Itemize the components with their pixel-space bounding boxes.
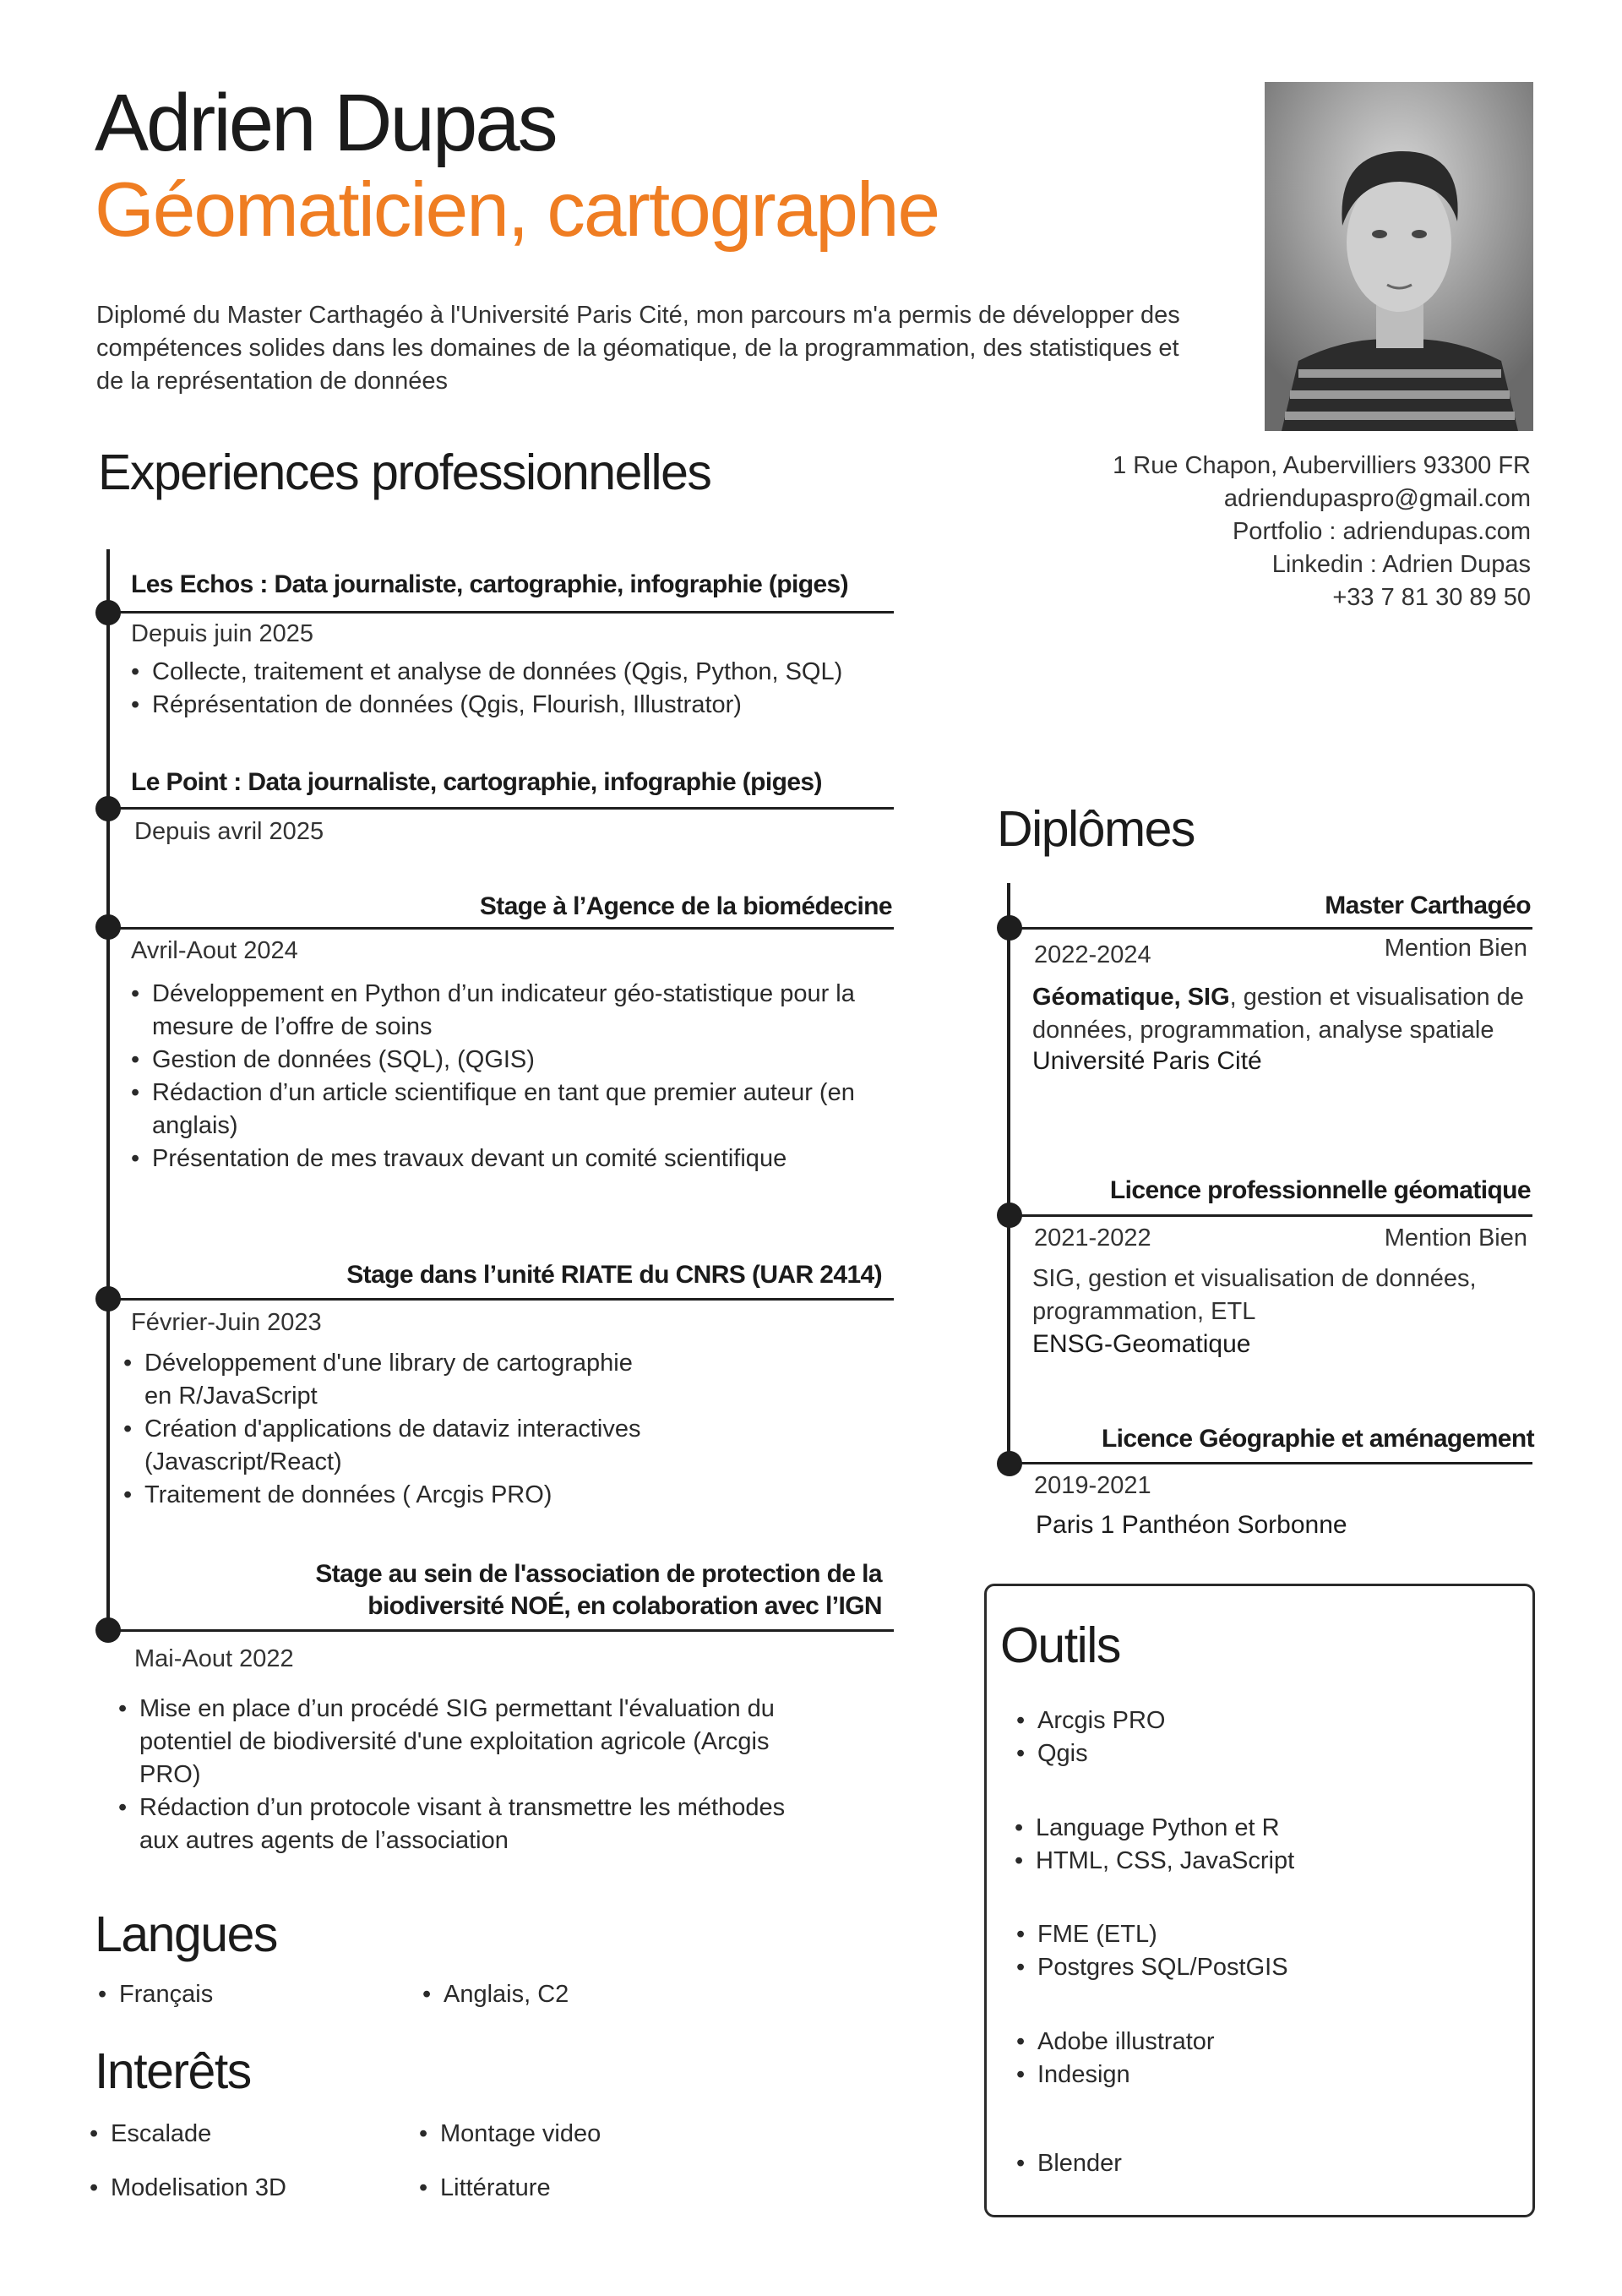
outils-group	[1016, 2026, 1215, 2091]
list-item: • Language Python et R	[1015, 1812, 1294, 1845]
divider	[108, 1298, 894, 1301]
experience-title-line: Stage au sein de l'association de protection de la	[315, 1560, 882, 1588]
experience-date: Février-Juin 2023	[131, 1309, 322, 1336]
divider	[1009, 1214, 1532, 1217]
profile-photo	[1265, 82, 1533, 431]
experience-title: Le Point : Data journaliste, cartographie, infographie (piges)	[131, 768, 822, 796]
experience-date: Mai-Aout 2022	[134, 1645, 294, 1672]
diploma-description: SIG, gestion et visualisation de données, programmation, ETL	[1032, 1265, 1477, 1325]
diploma-mention: Mention Bien	[1384, 1224, 1527, 1252]
experience-date: Depuis juin 2025	[131, 620, 314, 647]
experience-bullets	[123, 1347, 664, 1512]
diploma-description-bold: Géomatique, SIG	[1032, 984, 1230, 1011]
diploma-years: 2019-2021	[1034, 1472, 1151, 1499]
list-item: • Indesign	[1016, 2059, 1215, 2091]
list-item: • Mise en place d’un procédé SIG permettant l'évaluation du potentiel de biodiversité d'une exploitation agricole (Arcgis PRO)	[118, 1693, 828, 1792]
diploma-title: Licence Géographie et aménagement	[1101, 1425, 1534, 1453]
experience-timeline-line	[106, 549, 110, 1635]
timeline-dot	[95, 796, 121, 821]
interets-list	[419, 2172, 551, 2205]
list-item: • Rédaction d’un article scientifique en tant que premier auteur (en anglais)	[131, 1077, 891, 1143]
name-heading: Adrien Dupas	[95, 78, 556, 168]
diploma-years: 2022-2024	[1034, 941, 1151, 968]
list-item: • FME (ETL)	[1016, 1918, 1288, 1951]
list-item: • Blender	[1016, 2147, 1122, 2180]
role-heading: Géomaticien, cartographe	[95, 167, 939, 253]
diploma-mention: Mention Bien	[1384, 935, 1527, 962]
timeline-dot	[997, 1451, 1022, 1476]
list-item: • Création d'applications de dataviz interactives (Javascript/React)	[123, 1413, 664, 1479]
list-item: • Anglais, C2	[422, 1978, 569, 2011]
divider	[108, 1629, 894, 1632]
outils-heading: Outils	[1000, 1617, 1120, 1673]
list-item: • Français	[98, 1978, 213, 2011]
list-item: • Arcgis PRO	[1016, 1704, 1165, 1737]
list-item: • Littérature	[419, 2172, 551, 2205]
contact-linkedin[interactable]: Linkedin : Adrien Dupas	[1271, 551, 1531, 578]
experience-date: Avril-Aout 2024	[131, 937, 298, 964]
list-item: • Développement en Python d’un indicateur géo-statistique pour la mesure de l’offre de soins	[131, 978, 891, 1044]
langues-heading: Langues	[95, 1906, 277, 1962]
list-item: • Gestion de données (SQL), (QGIS)	[131, 1044, 891, 1077]
divider	[108, 807, 894, 810]
divider	[108, 927, 894, 930]
contact-email[interactable]: adriendupaspro@gmail.com	[1223, 485, 1531, 512]
diploma-school: Université Paris Cité	[1032, 1047, 1262, 1075]
diplomes-heading: Diplômes	[997, 801, 1195, 857]
list-item: • Rédaction d’un protocole visant à transmettre les méthodes aux autres agents de l’association	[118, 1792, 828, 1857]
diploma-school: ENSG-Geomatique	[1032, 1330, 1251, 1358]
experience-title: Stage à l’Agence de la biomédecine	[479, 892, 892, 920]
interets-list	[419, 2118, 601, 2151]
experience-heading: Experiences professionnelles	[98, 444, 711, 500]
outils-group	[1016, 1918, 1288, 1984]
diplomes-timeline-line	[1007, 883, 1010, 1466]
intro-text: Diplomé du Master Carthagéo à l'Université Paris Cité, mon parcours m'a permis de développer des compétences solides dans les domaines de la géomatique, de la programmation, des statistiques et de la représentation de données	[96, 302, 1180, 395]
outils-group	[1015, 1812, 1294, 1878]
langues-list	[98, 1978, 213, 2011]
divider	[1009, 927, 1532, 930]
diploma-description	[1032, 981, 1539, 1047]
list-item: • Collecte, traitement et analyse de données (Qgis, Python, SQL)	[131, 656, 891, 689]
contact-portfolio[interactable]: Portfolio : adriendupas.com	[1232, 518, 1531, 545]
list-item: • Montage video	[419, 2118, 601, 2151]
experience-title: Les Echos : Data journaliste, cartographie, infographie (piges)	[131, 570, 849, 598]
outils-group	[1016, 2147, 1122, 2180]
list-item: • Présentation de mes travaux devant un comité scientifique	[131, 1143, 891, 1175]
outils-group	[1016, 1704, 1165, 1770]
list-item: • Postgres SQL/PostGIS	[1016, 1951, 1288, 1984]
contact-phone: +33 7 81 30 89 50	[1332, 584, 1531, 611]
diploma-school: Paris 1 Panthéon Sorbonne	[1036, 1511, 1347, 1539]
timeline-dot	[95, 914, 121, 940]
contact-block	[1113, 450, 1531, 614]
interets-heading: Interêts	[95, 2043, 251, 2099]
interets-list	[90, 2172, 286, 2205]
langues-list	[422, 1978, 569, 2011]
list-item: • Réprésentation de données (Qgis, Flourish, Illustrator)	[131, 689, 891, 722]
timeline-dot	[997, 915, 1022, 941]
list-item: • Modelisation 3D	[90, 2172, 286, 2205]
diploma-description-rest: , gestion et visualisation de données, programmation, analyse spatiale	[1032, 984, 1524, 1044]
contact-address: 1 Rue Chapon, Aubervilliers 93300 FR	[1113, 452, 1531, 479]
diploma-title: Master Carthagéo	[1325, 892, 1531, 919]
list-item: • HTML, CSS, JavaScript	[1015, 1845, 1294, 1878]
list-item: • Adobe illustrator	[1016, 2026, 1215, 2059]
interets-list	[90, 2118, 211, 2151]
experience-bullets	[131, 656, 891, 722]
divider	[1009, 1462, 1532, 1464]
experience-date: Depuis avril 2025	[134, 818, 324, 845]
experience-title	[108, 1558, 882, 1622]
list-item: • Développement d'une library de cartographie en R/JavaScript	[123, 1347, 664, 1413]
diploma-years: 2021-2022	[1034, 1224, 1151, 1252]
timeline-dot	[95, 600, 121, 625]
timeline-dot	[95, 1286, 121, 1312]
experience-bullets	[118, 1693, 828, 1857]
experience-bullets	[131, 978, 891, 1175]
timeline-dot	[997, 1203, 1022, 1228]
list-item: • Qgis	[1016, 1737, 1165, 1770]
experience-title-line: biodiversité NOÉ, en colaboration avec l’IGN	[367, 1592, 882, 1620]
list-item: • Traitement de données ( Arcgis PRO)	[123, 1479, 664, 1512]
divider	[108, 611, 894, 614]
timeline-dot	[95, 1617, 121, 1643]
experience-title: Stage dans l’unité RIATE du CNRS (UAR 2414)	[346, 1261, 882, 1289]
list-item: • Escalade	[90, 2118, 211, 2151]
outils-panel	[984, 1584, 1535, 2217]
diploma-title: Licence professionnelle géomatique	[1109, 1176, 1531, 1204]
